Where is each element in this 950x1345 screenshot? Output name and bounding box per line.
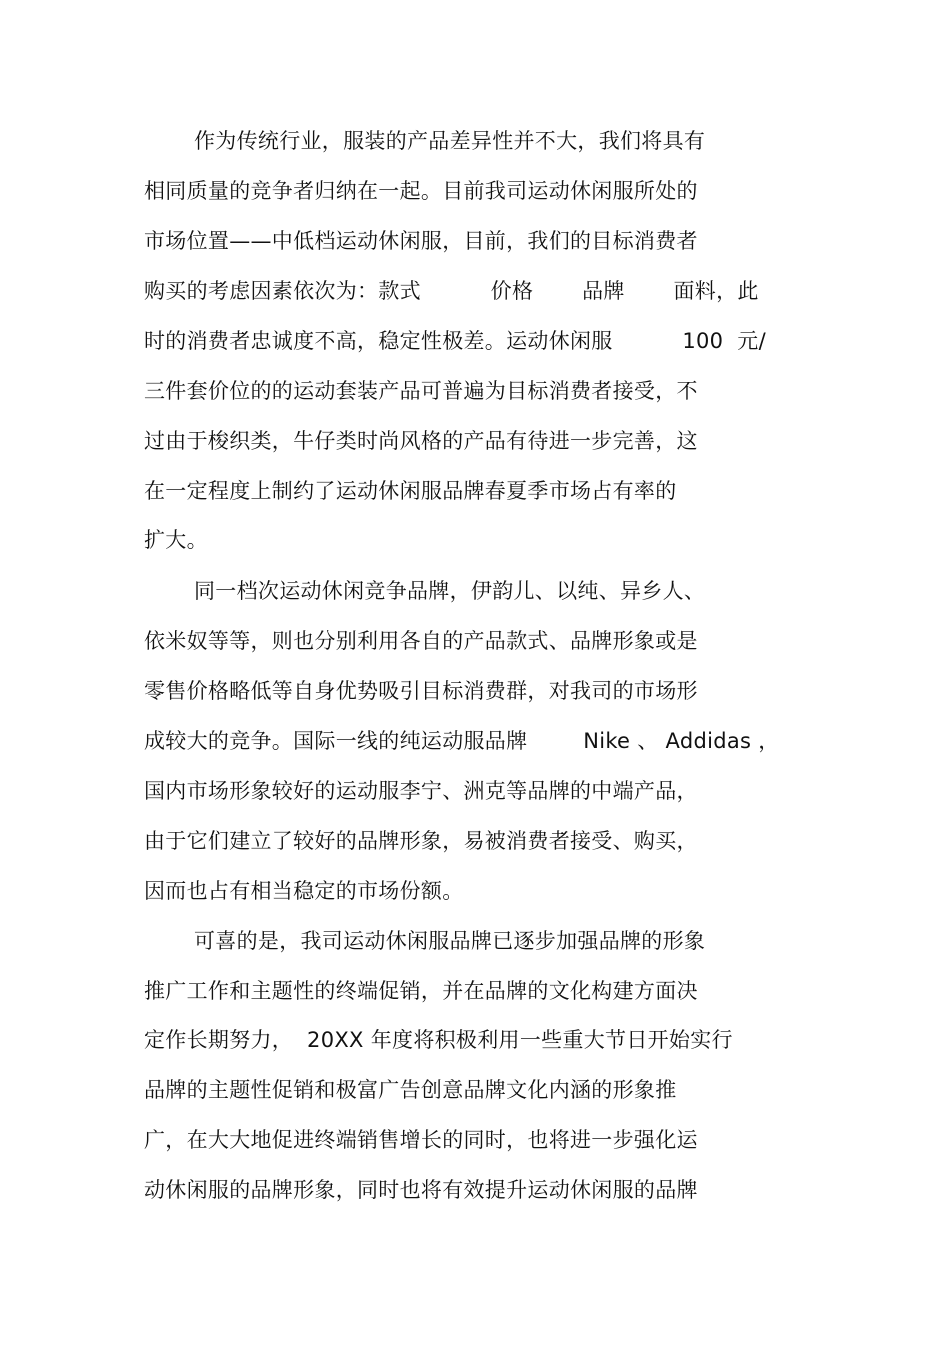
- paragraph-3-line-4: 品牌的主题性促销和极富广告创意品牌文化内涵的形象推: [144, 1078, 677, 1102]
- paragraph-1-line-1: 作为传统行业，服装的产品差异性并不大，我们将具有: [194, 129, 706, 153]
- paragraph-1-line-6: 三件套价位的的运动套装产品可普遍为目标消费者接受，不: [144, 379, 698, 403]
- paragraph-1-line-9: 扩大。: [144, 528, 208, 552]
- paragraph-3-line-6: 动休闲服的品牌形象，同时也将有效提升运动休闲服的品牌: [144, 1178, 698, 1202]
- paragraph-2-line-7: 因而也占有相当稳定的市场份额。: [144, 879, 464, 903]
- paragraph-1-line-3: 市场位置——中低档运动休闲服，目前，我们的目标消费者: [144, 229, 698, 253]
- paragraph-2-line-3: 零售价格略低等自身优势吸引目标消费群，对我司的市场形: [144, 679, 698, 703]
- paragraph-1-line-4: 购买的考虑因素依次为：款式 价格 品牌 面料，此: [144, 279, 759, 303]
- paragraph-3-line-2: 推广工作和主题性的终端促销，并在品牌的文化构建方面决: [144, 979, 698, 1003]
- paragraph-2-line-4: 成较大的竞争。国际一线的纯运动服品牌 Nike 、 Addidas ，: [144, 729, 780, 753]
- paragraph-1-line-7: 过由于梭织类，牛仔类时尚风格的产品有待进一步完善，这: [144, 429, 698, 453]
- paragraph-2-line-2: 依米奴等等，则也分别利用各自的产品款式、品牌形象或是: [144, 629, 698, 653]
- paragraph-2-line-1: 同一档次运动休闲竞争品牌，伊韵儿、以纯、异乡人、: [194, 579, 706, 603]
- paragraph-1-line-8: 在一定程度上制约了运动休闲服品牌春夏季市场占有率的: [144, 479, 677, 503]
- paragraph-1-line-5: 时的消费者忠诚度不高，稳定性极差。运动休闲服 100 元/: [144, 329, 766, 353]
- paragraph-3-line-3: 定作长期努力， 20XX 年度将积极利用一些重大节日开始实行: [144, 1028, 733, 1052]
- paragraph-2-line-6: 由于它们建立了较好的品牌形象，易被消费者接受、购买，: [144, 829, 698, 853]
- paragraph-3-line-5: 广，在大大地促进终端销售增长的同时，也将进一步强化运: [144, 1128, 698, 1152]
- paragraph-1-line-2: 相同质量的竞争者归纳在一起。目前我司运动休闲服所处的: [144, 179, 698, 203]
- paragraph-2-line-5: 国内市场形象较好的运动服李宁、洲克等品牌的中端产品，: [144, 779, 698, 803]
- paragraph-3-line-1: 可喜的是，我司运动休闲服品牌已逐步加强品牌的形象: [194, 929, 706, 953]
